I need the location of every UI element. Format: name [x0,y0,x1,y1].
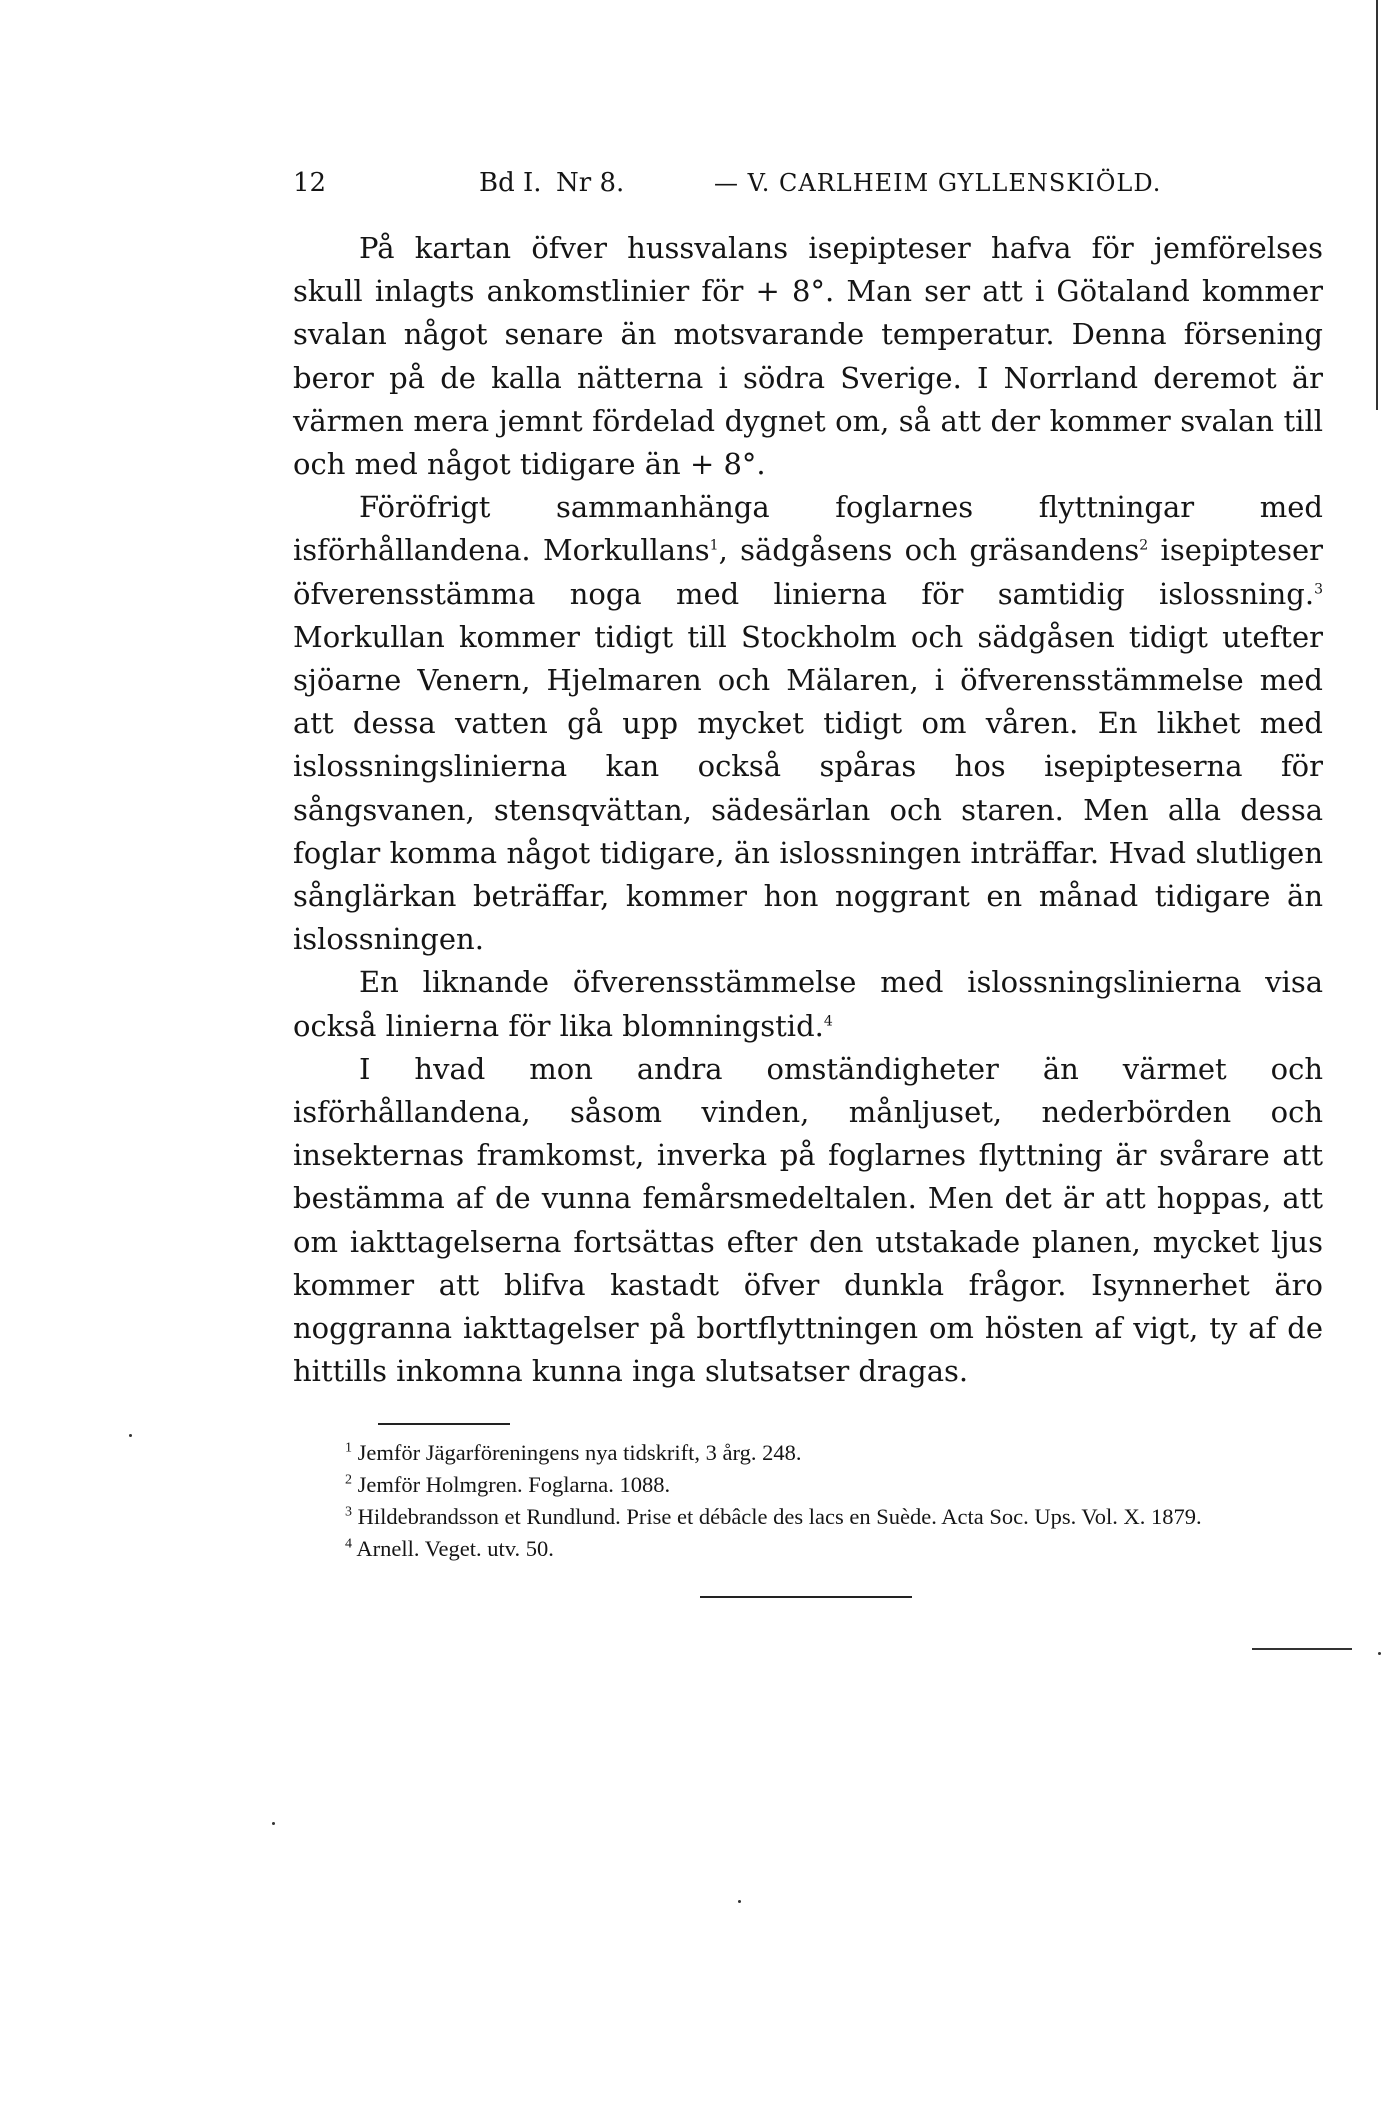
paragraph-2 [293,486,1323,961]
footnote-ref-2[interactable]: 2 [1139,537,1149,554]
footnote-ref-3[interactable]: 3 [1314,580,1323,597]
page-edge-line [1376,0,1378,410]
footnote-text: Jemför Holmgren. Foglarna. 1088. [357,1472,671,1498]
footnote-text: Hildebrandsson et Rundlund. Prise et débâcle des lacs en Suède. Acta Soc. Ups. Vol. X. 1879. [357,1504,1202,1530]
footnote-mark: 2 [345,1472,352,1488]
paragraph-text: En liknande öfverensstämmelse med islossningslinierna visa också linierna för lika blomningstid. [293,965,1323,1043]
paragraph-3 [293,961,1323,1047]
footnote-mark: 3 [345,1504,352,1520]
speck [1378,1652,1381,1655]
paragraph-text: , sädgåsens och gräsandens [718,533,1140,568]
volume-label: Bd I. [479,168,542,198]
footnote-mark: 4 [345,1536,352,1552]
footnote-text: Jemför Jägarföreningens nya tidskrift, 3 årg. 248. [357,1440,802,1466]
paragraph-text: Morkullan kommer tidigt till Stockholm och sädgåsen tidigt utefter sjöarne Venern, Hjelmaren och Mälaren, i öfverensstämmelse med att dessa vatten gå upp mycket tidigt om våren. En likhet med islossningslinierna kan också spåras hos isepipteserna för sångsvanen, stensqvättan, sädesärlan och staren. Men alla dessa foglar komma något tidigare, än islossningen inträffar. Hvad slutligen sånglärkan beträffar, kommer hon noggrant en månad tidigare än islossningen. [293,619,1323,957]
running-header [293,163,1323,203]
speck [129,1434,132,1437]
paragraph-1 [293,227,1323,486]
speck [272,1822,275,1825]
paragraph-4 [293,1048,1323,1394]
paragraph-text: Föröfrigt sammanhänga foglarnes flyttningar med isförhållandena. Morkullans [293,490,1323,568]
footnote-2 [293,1469,1323,1501]
end-separator [700,1596,912,1598]
footnote-separator [378,1423,510,1425]
paragraph-text: I hvad mon andra omständigheter än värmet och isförhållandena, såsom vinden, månljuset, nederbörden och insekternas framkomst, inverka på foglarnes flyttning är svårare att bestämma af de vunna femårsmedeltalen. Men det är att hoppas, att om iakttagelserna fortsättas efter den utstakade planen, mycket ljus kommer att blifva kastadt öfver dunkla frågor. Isynnerhet äro noggranna iakttagelser på bortflyttningen om hösten af vigt, ty af de hittills inkomna kunna inga slutsatser dragas. [293,1051,1323,1389]
footnote-text: Arnell. Veget. utv. 50. [356,1536,554,1562]
paragraph-text: På kartan öfver hussvalans isepipteser hafva för jemförelses skull inlagts ankomstlinier för + 8°. Man ser att i Götaland kommer svalan något senare än motsvarande temperatur. Denna försening beror på de kalla nätterna i södra Sverige. I Norrland deremot är värmen mera jemnt fördelad dygnet om, så att der kommer svalan till och med något tidigare än + 8°. [293,231,1323,482]
page-number: 12 [293,168,327,198]
author-name: — V. CARLHEIM GYLLENSKIÖLD. [714,169,1162,197]
issue-number: Nr 8. [556,168,625,198]
paragraph-text: isepipteser öfverensstämma noga med linierna för samtidig islossning. [293,533,1324,611]
stray-mark [1252,1648,1352,1650]
footnote-4 [293,1533,1323,1565]
footnote-mark: 1 [345,1440,352,1456]
body-text [293,227,1323,1393]
speck [738,1900,741,1903]
footnote-3 [293,1501,1323,1533]
document-page [293,163,1323,1565]
footnote-ref-4[interactable]: 4 [823,1013,833,1029]
footnote-1 [293,1437,1323,1469]
footnote-ref-1[interactable]: 1 [709,537,719,554]
footnotes [293,1437,1323,1565]
